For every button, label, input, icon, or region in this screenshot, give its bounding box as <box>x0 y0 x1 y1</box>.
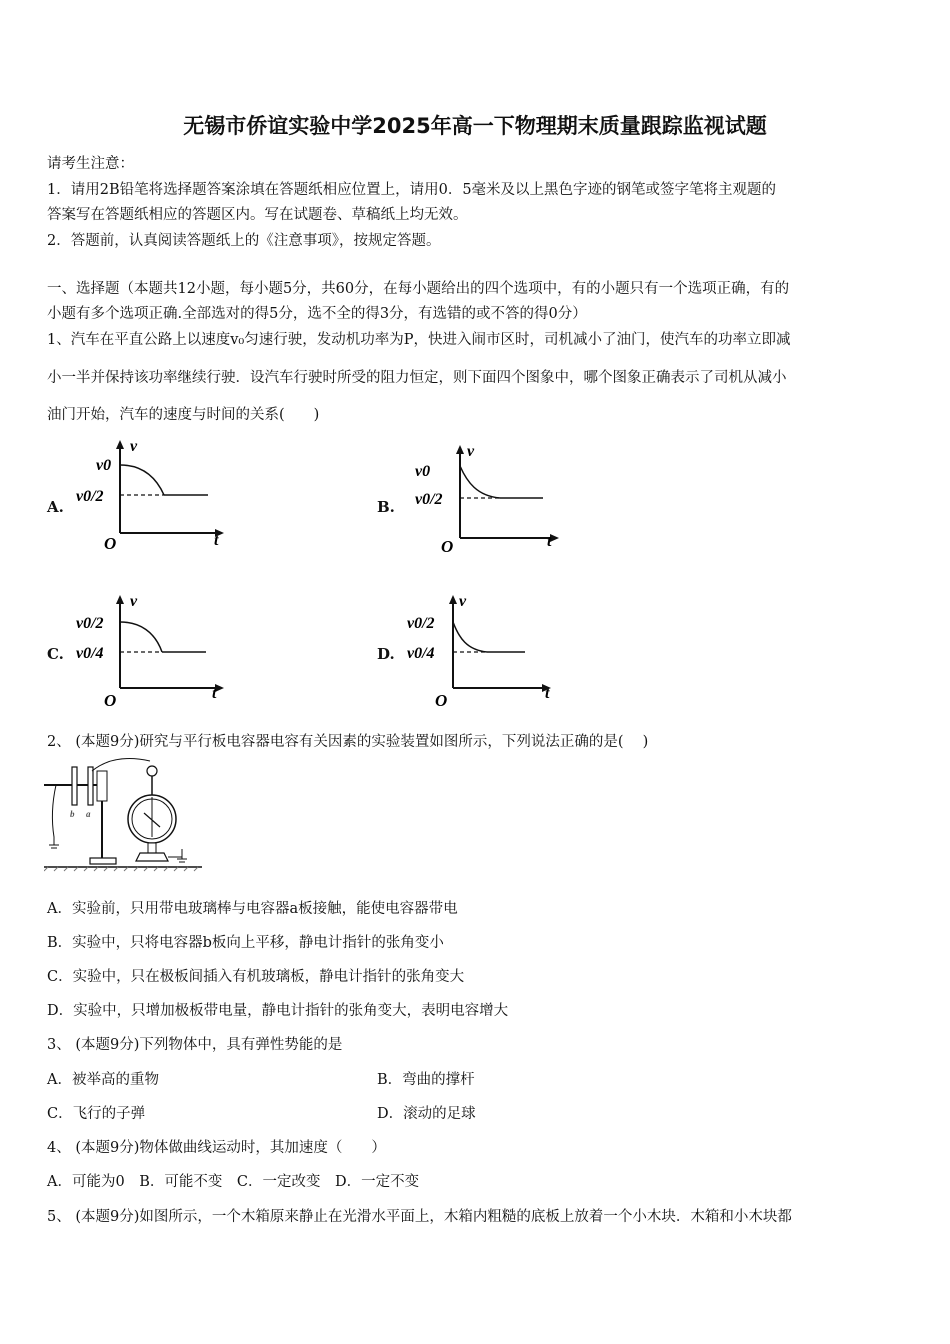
graph-a <box>70 435 230 555</box>
graph-c <box>70 590 230 710</box>
graph-c-origin: O <box>104 691 117 710</box>
graph-d <box>405 590 565 710</box>
graph-d-upper: v0/2 <box>407 615 435 632</box>
graph-a-origin: O <box>104 534 117 553</box>
graph-c-lower: v0/4 <box>76 645 104 662</box>
graph-b <box>405 440 565 560</box>
plate-a-label: a <box>86 809 91 819</box>
q3-option-a: A．被举高的重物 <box>47 1072 159 1088</box>
q2-option-d: D．实验中，只增加极板带电量，静电计指针的张角变大，表明电容增大 <box>47 1003 509 1019</box>
notice-line-1b: 答案写在答题纸相应的答题区内。写在试题卷、草稿纸上均无效。 <box>47 207 468 223</box>
graph-c-axis-t: t <box>212 685 217 702</box>
page-title: 无锡市侨谊实验中学2025年高一下物理期末质量跟踪监视试题 <box>183 114 767 138</box>
graph-d-axis-t: t <box>545 685 550 702</box>
section-intro-1: 一、选择题（本题共12小题，每小题5分，共60分，在每小题给出的四个选项中，有的小题只有一个选项正确，有的 <box>47 281 790 297</box>
graph-b-axis-v: v <box>467 443 475 460</box>
graph-c-upper: v0/2 <box>76 615 104 632</box>
capacitor-apparatus-figure <box>44 757 204 872</box>
notice-line-2: 2．答题前，认真阅读答题纸上的《注意事项》，按规定答题。 <box>47 233 441 249</box>
graph-a-axis-v: v <box>130 438 138 455</box>
q1-stem-1: 1、汽车在平直公路上以速度v₀匀速行驶，发动机功率为P，快进入闹市区时，司机减小了油门，使汽车的功率立即减 <box>47 332 791 348</box>
graph-d-origin: O <box>435 691 448 710</box>
graph-b-upper: v0 <box>415 463 431 480</box>
notice-heading: 请考生注意： <box>47 156 134 172</box>
q2-option-c: C．实验中，只在极板间插入有机玻璃板，静电计指针的张角变大 <box>47 969 465 985</box>
q1-option-d-label: D. <box>377 645 395 663</box>
graph-b-lower: v0/2 <box>415 491 443 508</box>
plate-b-label: b <box>70 809 75 819</box>
q1-stem-2: 小一半并保持该功率继续行驶．设汽车行驶时所受的阻力恒定，则下面四个图象中，哪个图象正确表示了司机从减小 <box>47 370 787 386</box>
q3-option-d: D．滚动的足球 <box>377 1106 476 1122</box>
q4-stem: 4、 (本题9分)物体做曲线运动时，其加速度（ ） <box>47 1140 386 1156</box>
q2-option-a: A．实验前，只用带电玻璃棒与电容器a板接触，能使电容器带电 <box>47 901 458 917</box>
q1-option-b-label: B. <box>377 498 395 516</box>
graph-b-origin: O <box>441 537 454 556</box>
notice-line-1a: 1．请用2B铅笔将选择题答案涂填在答题纸相应位置上，请用0．5毫米及以上黑色字迹的钢笔或签字笔将主观题的 <box>47 182 777 198</box>
q4-options: A．可能为0 B．可能不变 C．一定改变 D．一定不变 <box>47 1174 420 1190</box>
q1-stem-3: 油门开始，汽车的速度与时间的关系( ) <box>47 407 320 423</box>
q3-option-b: B．弯曲的撑杆 <box>377 1072 475 1088</box>
graph-d-axis-v: v <box>459 593 467 610</box>
graph-a-axis-t: t <box>214 532 219 549</box>
q1-option-c-label: C. <box>47 645 64 663</box>
section-intro-2: 小题有多个选项正确.全部选对的得5分，选不全的得3分，有选错的或不答的得0分） <box>47 306 587 322</box>
graph-a-lower: v0/2 <box>76 488 104 505</box>
graph-b-axis-t: t <box>547 533 552 550</box>
q1-option-a-label: A. <box>47 498 64 516</box>
q2-option-b: B．实验中，只将电容器b板向上平移，静电计指针的张角变小 <box>47 935 444 951</box>
q3-stem: 3、 (本题9分)下列物体中，具有弹性势能的是 <box>47 1037 343 1053</box>
graph-a-upper: v0 <box>96 457 112 474</box>
q5-stem: 5、 (本题9分)如图所示，一个木箱原来静止在光滑水平面上，木箱内粗糙的底板上放着一个小木块．木箱和小木块都 <box>47 1209 792 1225</box>
graph-d-lower: v0/4 <box>407 645 435 662</box>
q2-stem: 2、 (本题9分)研究与平行板电容器电容有关因素的实验装置如图所示，下列说法正确的是( ) <box>47 734 649 750</box>
graph-c-axis-v: v <box>130 593 138 610</box>
q3-option-c: C．飞行的子弹 <box>47 1106 146 1122</box>
